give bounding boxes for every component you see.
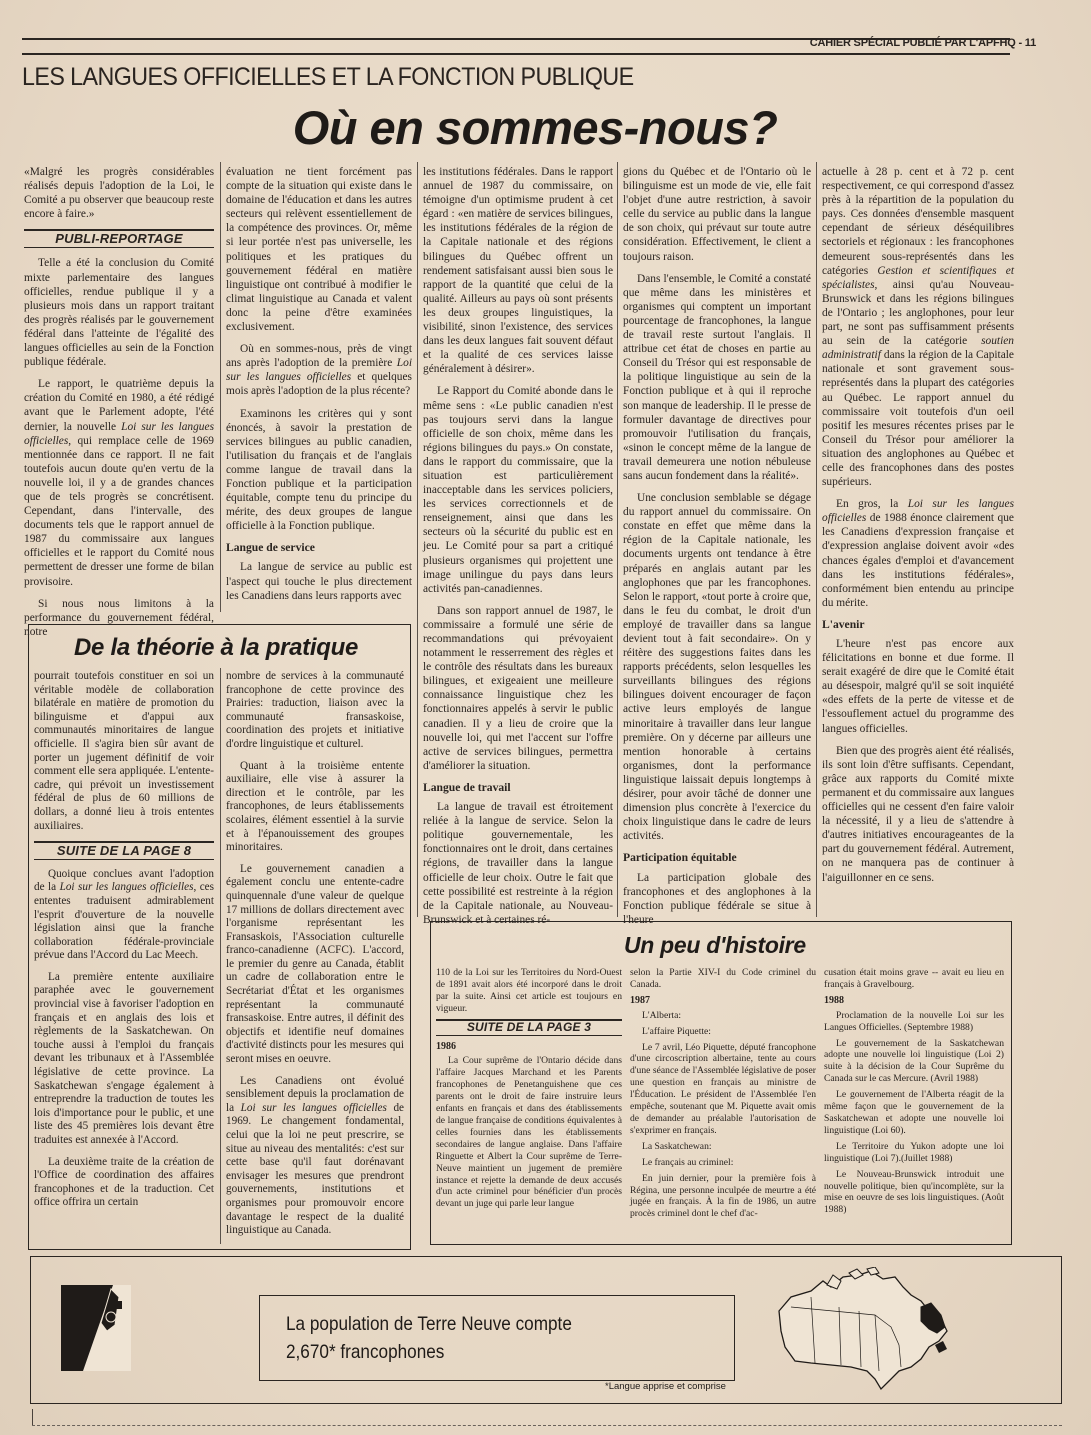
paragraph: Telle a été la conclusion du Comité mixte parlementaire des langues officielles, rendue publique il y a plusieurs mois dans un rapport traitant des progrès réalisés par le gouvernement fédéral dans l'atteinte de l'égalité des langues officielles au sein de la Fonction publique fédérale.: [24, 257, 214, 369]
text: , ainsi qu'au Nouveau-Brunswick et dans les régions bilingues de l'Ontario ; les anglophones, pour leur part, ne sont pas suffisamment présents au sein de la catégorie: [822, 278, 1014, 348]
ad-line-1: La population de Terre Neuve compte: [286, 1313, 572, 1335]
text: Où en sommes-nous, près de vingt ans après l'adoption de la première: [226, 343, 412, 370]
text: de 1969. Le changement fondamental, celui que la loi ne peut prescrire, se situe au niveau des mentalités: c'est sur cette base qu'il faut dorénavant envisager les mesures que prendront gouvernements, institutions et organismes pour promouvoir encore davantage le respect de la dualité linguistique au Canada.: [226, 1101, 405, 1237]
ad-line-2: 2,670* francophones: [286, 1341, 445, 1363]
paragraph: [226, 1075, 404, 1238]
paragraph: Le gouvernement canadien a également conclu une entente-cadre quinquennale d'une valeur de quelque 17 millions de dollars directement avec l'organisme représentant les Fransaskois, l'Association culturelle franco-canadienne (ACFC). L'accord, le premier du genre au Canada, établit un cadre de collaboration entre le Secrétariat d'État et les organismes représentant la communauté fransaskoise. Entre autres, il définit des objectifs et identifie neuf domaines d'activité distincts pour les mesures qui seront mises en oeuvre.: [226, 862, 404, 1066]
article-column-5: [822, 165, 1014, 893]
column-divider: [617, 162, 618, 917]
theorie-title: De la théorie à la pratique: [74, 634, 358, 661]
ad-footnote: *Langue apprise et comprise: [605, 1381, 726, 1392]
apfhq-logo-icon: [61, 1285, 131, 1371]
theorie-column-1: [34, 670, 214, 1218]
bottom-dotted-rule: [32, 1425, 1062, 1426]
paragraph: La Cour suprême de l'Ontario décide dans l'affaire Jacques Marchand et les Parents francophones de Penetanguishene que ces parents ont le droit de faire instruire leurs enfants en français et dans des établissements de langue française de conditions équivalentes à celles fournies dans les établissements secondaires de langue anglaise. Dans l'affaire Ringuette et Albert la Cour suprême de Terre-Neuve maintient un jugement de première instance et rejette la demande de deux accusés d'un acte criminel pour bénéficier d'un procès devant un juge qui parle leur langue: [436, 1055, 622, 1210]
article-column-3: [423, 165, 613, 935]
theorie-column-2: [226, 670, 404, 1246]
paragraph: [822, 165, 1014, 489]
paragraph: Dans son rapport annuel de 1987, le commissaire a formulé une série de recommandations qui prévoyaient notamment le resserrement des règles et le contrôle des résultats dans les bureaux bilingues, et exigeaient une meilleure connaissance linguistique chez les fonctionnaires appelés à servir le public canadien. Il y a lieu de croire que la nouvelle loi, qui met l'accent sur l'offre active de services bilingues, permettra d'améliorer la situation.: [423, 604, 613, 772]
canada-map-icon: [771, 1267, 951, 1397]
paragraph: les institutions fédérales. Dans le rapport annuel de 1987 du commissaire, on témoigne d'un optimisme prudent à cet égard : «en matière de services bilingues, les institutions fédérales de la région de la Capitale nationale et des régions bilingues du Québec offrent un rendement satisfaisant aussi bien sous le rapport de la quantité que celui de la qualité. Ailleurs au pays où sont présents les deux groupes linguistiques, la visibilité, sinon l'existence, des services dans les deux langues fait souvent défaut et la qualité de ces services laisse généralement à désirer».: [423, 166, 613, 376]
header-rule: [22, 53, 1010, 55]
paragraph: évaluation ne tient forcément pas compte de la situation qui existe dans le domaine de l'éducation et dans les autres secteurs qui relèvent essentiellement de la compétence des provinces. Or, même si leur portée n'est pas universelle, les politiques et les pratiques du gouvernement fédéral en matière linguistique ont contribué à modifier le climat linguistique au Canada et valent donc la peine d'être examinées exclusivement.: [226, 166, 412, 334]
text: , qui remplace celle de 1969 mentionnée dans ce rapport. Il ne fait toutefois aucun doute qu'en vertu de la nouvelle loi, il y a de grandes chances que de tels progrès se concrétisent. Cependant, dans l'intervalle, des documents tels que le rapport annuel de 1987 du commissaire aux langues officielles et le rapport du Comité nous permettent de dresser une forme de bilan provisoire.: [24, 434, 214, 588]
paragraph: [822, 497, 1014, 610]
article-column-1: [24, 165, 214, 647]
text: et quelques mois après l'adoption de la plus récente?: [226, 371, 412, 398]
article-column-4: [623, 165, 811, 935]
subhead-langue-de-service: Langue de service: [226, 541, 315, 555]
paragraph: Le Territoire du Yukon adopte une loi linguistique (Loi 7).(Juillet 1988): [824, 1140, 1004, 1164]
headline: Où en sommes-nous?: [292, 101, 778, 154]
text: Quoique conclues avant l'adoption de la: [34, 867, 214, 894]
paragraph: [34, 868, 214, 963]
category-name: soutien administratif: [822, 335, 1014, 362]
paragraph: La première entente auxiliaire paraphée avec le gouvernement provincial vise à favoriser l'adoption en français et en anglais des lois et règlements de la Saskatchewan. On touche aussi à l'emploi du français devant les tribunaux et à l'Assemblée législative de cette province. La Saskatchewan s'engage également à entreprendre la traduction de toutes les lois d'importance pour le public, et une liste des 45 premières lois devant être traduites est annexée à l'Accord.: [34, 970, 214, 1146]
paragraph: Le Rapport du Comité abonde dans le même sens : «Le public canadien n'est pas toujours servi dans la langue officielle de son choix, même dans les régions bilingues du pays.» On constate, dans le rapport du commissaire, que la situation est particulièrement inacceptable dans les services policiers, les services correctionnels et de renseignement, ainsi que dans les secteurs où la sécurité du public est en jeu. Le Comité pour sa part a critiqué plusieurs organismes qui projettent une image unilingue du pays dans leurs activités pan-canadiennes.: [423, 385, 613, 595]
paragraph: La langue de travail est étroitement reliée à la langue de service. Selon la politique gouvernementale, les fonctionnaires ont le droit, dans certaines régions, de travailler dans la langue officielle de leur choix. Outre le fait que cette possibilité est restreinte à la région de la Capitale nationale, au Nouveau-Brunswick et à certaines ré-: [423, 801, 613, 926]
text: Le rapport, le quatrième depuis la création du Comité en 1980, a été rédigé avant que le Parlement adopte, l'été dernier, la nouvelle: [24, 378, 214, 433]
section-label-suite-page-3: SUITE DE LA PAGE 3: [436, 1019, 622, 1036]
column-divider: [220, 162, 221, 612]
text: , ces ententes traduisent admirablement l'esprit d'ouverture de la nouvelle législation ainsi que la franche collaboration fédérale-provinciale prévue dans l'Accord du Lac Meech.: [34, 881, 214, 962]
paragraph: gions du Québec et de l'Ontario où le bilinguisme est un mode de vie, elle fait l'objet d'une autre restriction, à savoir celle du service au public dans la langue de son choix, qui prévaut sur toute autre considération. Effectivement, le client a toujours raison.: [623, 166, 811, 263]
ad-text-box: [259, 1295, 735, 1381]
paragraph: Dans l'ensemble, le Comité a constaté que même dans les ministères et organismes qui comptent un important pourcentage de francophones, la langue de travail reste surtout l'anglais. Il attribue cet état de choses en partie au Conseil du Trésor qui est responsable de la politique linguistique au sein de la Fonction publique et à qui il reproche son manque de leadership. Il le presse de formuler davantage de directives pour promouvoir l'utilisation du français, «sinon le concept même de la langue de travail demeurera une notion nébuleuse sans aucun fondement dans la réalité».: [623, 272, 811, 482]
column-divider: [220, 668, 221, 1244]
category-name: Gestion et scientifiques et spécialistes: [822, 264, 1014, 291]
year-heading: 1987: [630, 994, 650, 1006]
page-runner: CAHIER SPÉCIAL PUBLIÉ PAR L'APFHQ - 11: [809, 37, 1036, 49]
column-divider: [816, 162, 817, 917]
text: En gros, la: [836, 498, 908, 511]
text: dans la région de la Capitale nationale et sont gravement sous-représentés dans la plupart des catégories au Québec. Le rapport annuel du commissaire voit toutefois d'un oeil positif les mesures récentes prises par le Conseil du Trésor pour améliorer la situation des anglophones au Québec et celle des francophones dans des postes supérieurs.: [822, 349, 1014, 489]
paragraph: Le gouvernement de la Saskatchewan adopte une nouvelle loi linguistique (Loi 2) suite à la décision de la Cour Suprême du Canada sur le cas Mercure. (Avril 1988): [824, 1037, 1004, 1085]
histoire-column-3: [824, 967, 1004, 1220]
paragraph: Le gouvernement de l'Alberta réagit de la même façon que le gouvernement de la Saskatchewan et adopte une nouvelle loi linguistique (Loi 60).: [824, 1089, 1004, 1136]
paragraph: En juin dernier, pour la première fois à Régina, une personne inculpée de meurtre a été jugée en français. À la fin de 1986, un autre procès criminel dont le chef d'ac-: [630, 1172, 816, 1220]
histoire-title: Un peu d'histoire: [624, 932, 806, 958]
paragraph: La deuxième traite de la création de l'Office de coordination des affaires francophones et de la traduction. Cet office offrira un certain: [34, 1155, 214, 1209]
section-label-publi-reportage: PUBLI-REPORTAGE: [24, 229, 214, 248]
paragraph: Proclamation de la nouvelle Loi sur les Langues Officielles. (Septembre 1988): [824, 1009, 1004, 1033]
section-label-suite-page-8: SUITE DE LA PAGE 8: [34, 841, 214, 860]
ad-text: [286, 1310, 572, 1366]
text: actuelle à 28 p. cent et à 72 p. cent respectivement, ce qui correspond d'assez près à la répartition de la population du pays. Ces données d'ensemble masquent cependant de sérieux déséquilibres sectoriels et régionaux : les francophones demeurent sous-représentés dans les catégories: [822, 166, 1014, 277]
label: L'affaire Piquette:: [642, 1025, 711, 1037]
paragraph: [226, 342, 412, 398]
paragraph: cusation était moins grave -- avait eu lieu en français à Gravelbourg.: [824, 967, 1004, 990]
paragraph: La participation globale des francophones et des anglophones à la Fonction publique fédérale se situe à l'heure: [623, 871, 811, 926]
paragraph: Le 7 avril, Léo Piquette, député francophone d'une circoscription albertaine, tente au cours d'une séance de l'Assemblée législative de poser une question en français au ministre de l'Éducation. Le président de l'Assemblée l'en empêche, soutenant que M. Piquette avait omis de demander au préalable l'autorisation de s'exprimer en français.: [630, 1041, 816, 1136]
paragraph: 110 de la Loi sur les Territoires du Nord-Ouest de 1891 avait alors été incorporé dans le droit par la suite. Ainsi cet article est toujours en vigueur.: [436, 967, 622, 1014]
pull-quote: «Malgré les progrès considérables réalisés depuis l'adoption de la Loi, le Comité a pu observer que beaucoup reste encore à faire.»: [24, 166, 214, 221]
law-title: Loi sur les langues officielles: [226, 357, 412, 384]
subhead-participation-equitable: Participation équitable: [623, 851, 737, 865]
paragraph: Le Nouveau-Brunswick introduit une nouvelle politique, bien qu'incomplète, sur la mise en oeuvre de ses lois linguistiques. (Août 1988): [824, 1168, 1004, 1216]
paragraph: La langue de service au public est l'aspect qui touche le plus directement les Canadiens dans leurs rapports avec: [226, 561, 412, 602]
histoire-column-1: [436, 967, 622, 1214]
law-title: Loi sur les langues officielles: [59, 881, 194, 894]
page-edge-mark: [32, 1409, 33, 1425]
paragraph: Une conclusion semblable se dégage du rapport annuel du commissaire. On constate en effet que même dans la région de la Capitale nationale, les documents urgents ont tendance à être préparés en anglais autant par les anglophones que par les francophones. Selon le rapport, «tout porte à croire que, dans le feu du combat, le droit d'un employé de travailler dans sa langue devient tout à fait secondaire». On y réitère des suggestions faites dans les rapports précédents, selon lesquelles les surveillants bilingues des régions bilingues doivent encourager de façon active leurs employés de langue minoritaire à travailler dans leur langue première. On y décerne par ailleurs une mention honorable à certains organismes, dont la performance linguistique laissait depuis longtemps à désirer, pour avoir tâché de donner une dimension plus concrète à l'exercice du choix linguistique dans le cadre de leurs activités.: [623, 492, 811, 843]
column-divider: [417, 162, 418, 917]
law-title: Loi sur les langues officielles: [822, 498, 1014, 525]
label: L'Alberta:: [642, 1009, 682, 1021]
paragraph: [24, 377, 214, 588]
paragraph: selon la Partie XIV-I du Code criminel du Canada.: [630, 967, 816, 990]
paragraph: Bien que des progrès aient été réalisés, ils sont loin d'être suffisants. Cependant, grâce aux rapports du Comité mixte permanent et du commissaire aux langues officielles qui ne cessent d'en faire valoir la nécessité, il y a lieu de s'attendre à d'autres initiatives encourageantes de la part du gouvernement fédéral. Autrement, on ne manquera pas de continuer à l'aiguillonner en ce sens.: [822, 744, 1014, 884]
population-ad: [30, 1256, 1062, 1404]
paragraph: pourrait toutefois constituer en soi un véritable modèle de collaboration bilatérale en matière de promotion du bilinguisme et d'appui aux communautés minoritaires de langue officielle. Il s'agira bien sûr avant de porter un jugement définitif de voir comment elle sera appliquée. L'entente-cadre, qui prévoit un investissement fédéral de plus de 60 millions de dollars, a donné lieu à trois ententes auxiliaires.: [34, 670, 214, 832]
law-title: Loi sur les langues officielles: [240, 1101, 387, 1114]
paragraph: L'heure n'est pas encore aux félicitations en bonne et due forme. Il serait exagéré de dire que le Comité était au désespoir, malgré qu'il se soit inquiété «des effets de la perte de vitesse et de l'essouflement actuel du programme des langues officielles.: [822, 638, 1014, 735]
paragraph: Examinons les critères qui y sont énoncés, à savoir la prestation de services bilingues au public canadien, l'utilisation du français et de l'anglais comme langue de travail dans la Fonction publique et la participation équitable, compte tenu du principe du mérite, des deux groupes de langue officielle à la Fonction publique.: [226, 407, 412, 533]
section-kicker: LES LANGUES OFFICIELLES ET LA FONCTION PUBLIQUE: [22, 63, 634, 91]
label: Le français au criminel:: [642, 1156, 734, 1168]
law-title: Loi sur les langues officielles: [24, 420, 214, 447]
year-heading: 1986: [436, 1040, 456, 1052]
subhead-langue-de-travail: Langue de travail: [423, 780, 511, 794]
article-column-2: [226, 165, 412, 611]
paragraph: Si nous nous limitons à la performance du gouvernement fédéral, notre: [24, 597, 214, 638]
text: de 1988 énonce clairement que les Canadiens d'expression française et d'expression anglaise doivent avoir «des chances égales d'emploi et d'avancement dans les institutions fédérales», conformément bien entendu au principe du mérite.: [822, 512, 1014, 609]
subhead-avenir: L'avenir: [822, 617, 865, 631]
histoire-column-2: [630, 967, 816, 1224]
label: La Saskatchewan:: [642, 1140, 712, 1152]
year-heading: 1988: [824, 994, 844, 1006]
text: Les Canadiens ont évolué sensiblement depuis la proclamation de la: [226, 1074, 404, 1114]
paragraph: nombre de services à la communauté francophone de cette province des Prairies: traduction, liaison avec la communauté fransaskoise, coordination des projets et initiative d'ordre linguistique et culturel.: [226, 670, 404, 750]
paragraph: Quant à la troisième entente auxiliaire, elle vise à assurer la direction et le contrôle, par les francophones, de leurs établissements scolaires, élément essentiel à la survie et à l'épanouissement des groupes minoritaires.: [226, 759, 404, 854]
